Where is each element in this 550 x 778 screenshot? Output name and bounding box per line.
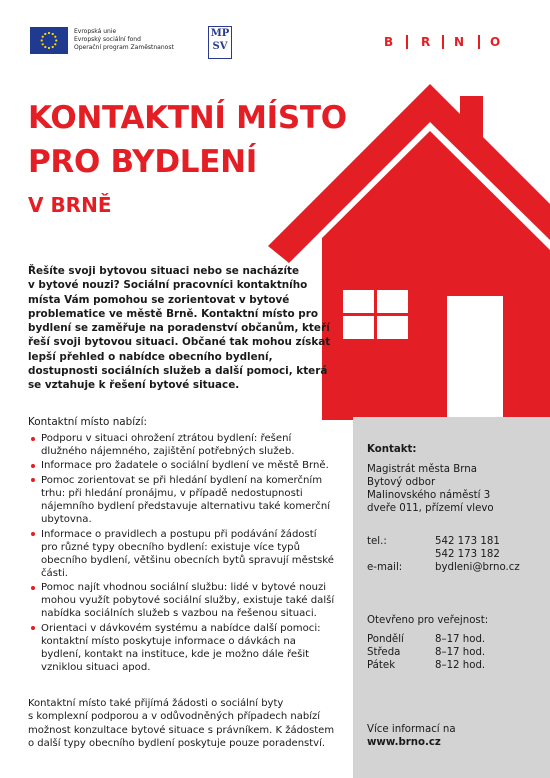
intro-line: Řešíte svoji bytovou situaci nebo se nacházíte (28, 265, 300, 277)
phone-number[interactable]: 542 173 181 (435, 536, 500, 547)
list-item-line: Pomoc najít vhodnou sociální službu: lidé v bytové nouzi (41, 582, 327, 594)
list-item-line: Informace pro žadatele o sociální bydlení ve městě Brně. (41, 460, 329, 472)
list-item-line: Podporu v situaci ohrožení ztrátou bydlení: řešení (41, 433, 292, 444)
brno-logo-divider (406, 35, 408, 49)
footer-paragraph (28, 697, 334, 750)
list-item-line: obecního bydlení, většinu obecních bytů spravují městské (41, 554, 334, 566)
list-item (30, 581, 345, 620)
contact-panel (353, 417, 550, 778)
house-window (377, 316, 408, 339)
footer-line: s komplexní podporou a v odůvodněných případech nabízí (28, 711, 321, 723)
list-item-line: ubytovna. (41, 514, 92, 526)
page-title-line-1: KONTAKTNÍ MÍSTO (28, 100, 347, 136)
brno-logo-letter: N (454, 35, 465, 49)
intro-line: bydlení se zaměřuje na poradenství občanům, kteří (28, 322, 330, 335)
intro-line: lepší přehled o nabídce obecního bydlení, (28, 350, 273, 363)
email-label: e-mail: (367, 562, 403, 573)
list-item-line: Pomoc zorientovat se při hledání bydlení na komerčním (41, 474, 323, 486)
mpsv-logo-line: MP (210, 28, 230, 39)
hours-time: 8–12 hod. (435, 660, 486, 671)
list-item-line: mohou využít pobytové sociální služby, existuje také další (41, 595, 335, 607)
eu-logo-line: Operační program Zaměstnanost (74, 44, 174, 51)
house-window (377, 290, 408, 313)
email-link[interactable]: bydleni@brno.cz (435, 562, 520, 573)
list-item-line: dlužného nájemného, zajištění potřebných služeb. (41, 446, 295, 458)
house-door (447, 296, 503, 420)
list-item-line: trhu: při hledání pronájmu, v případě nedostupnosti (41, 487, 303, 499)
eu-logo-line: Evropská unie (74, 28, 117, 35)
page-subtitle: V BRNĚ (28, 193, 112, 217)
contact-heading: Kontakt: (367, 444, 417, 455)
list-item-line: Informace o pravidlech a postupu při podávání žádostí (41, 528, 317, 540)
intro-line: dostupnosti sociálních služeb a další pomoci, která (28, 365, 328, 378)
eu-flag-logo (30, 27, 68, 54)
contact-address-line: Bytový odbor (367, 477, 436, 488)
contact-address-line: dveře 011, přízemí vlevo (367, 503, 494, 514)
list-item-line: kontaktní místo poskytuje informace o dávkách na (41, 635, 296, 647)
eu-stars-icon (30, 27, 68, 54)
footer-line: o další typy obecního bydlení poskytuje pouze poradenství. (28, 737, 326, 749)
list-item-line: Orientaci v dávkovém systému a nabídce další pomoci: (41, 622, 321, 634)
footer-line: Kontaktní místo také přijímá žádosti o sociální byty (28, 698, 284, 709)
list-item (30, 459, 345, 472)
list-item (30, 622, 345, 674)
hours-heading: Otevřeno pro veřejnost: (367, 615, 489, 626)
list-item (30, 432, 345, 458)
services-heading: Kontaktní místo nabízí: (28, 416, 147, 428)
list-item-line: vzniklou situaci apod. (41, 662, 151, 674)
mpsv-logo-line: SV (212, 41, 228, 52)
list-item-line: bydlení, kontakt na instituce, kde je možno dále řešit (41, 648, 310, 660)
brno-logo-letter: O (490, 35, 501, 49)
house-window (343, 316, 374, 339)
intro-line: problematice ve městě Brně. Kontaktní místo pro (28, 307, 318, 320)
tel-label: tel.: (367, 536, 387, 547)
contact-address-line: Malinovského náměstí 3 (367, 490, 491, 501)
hours-day: Pondělí (367, 634, 404, 645)
house-chimney (460, 96, 483, 142)
intro-paragraph (28, 264, 331, 393)
list-item-line: nabídka sociálních služeb s vazbou na řešenou situaci. (41, 608, 317, 620)
services-list (30, 432, 345, 675)
intro-line: v bytové nouzi? Sociální pracovníci kontaktního (28, 279, 308, 292)
house-window (343, 290, 374, 313)
list-item-line: nájemního bydlení představuje alternativu také komerční (41, 501, 331, 513)
brno-logo-letter: B (384, 35, 394, 49)
brno-logo-divider (478, 35, 480, 49)
more-info-text: Více informací na (367, 724, 456, 735)
hours-time: 8–17 hod. (435, 634, 486, 645)
hours-day: Středa (367, 647, 401, 658)
hours-time: 8–17 hod. (435, 647, 486, 658)
mpsv-logo (208, 26, 232, 59)
list-item-line: pro různé typy obecního bydlení: existuje více typů (41, 541, 300, 553)
brno-logo-letter: R (421, 35, 431, 49)
eu-logo-text (74, 28, 174, 52)
contact-address-line: Magistrát města Brna (367, 464, 477, 475)
eu-logo-line: Evropský sociální fond (74, 36, 141, 43)
intro-line: místa Vám pomohou se zorientovat v bytové (28, 293, 290, 306)
intro-line: řeší svoji bytovou situaci. Občané tak mohou získat (28, 336, 331, 349)
footer-line: možnost konzultace bytové situace s právníkem. K žádostem (28, 724, 335, 736)
brno-logo-divider (442, 35, 444, 49)
phone-number[interactable]: 542 173 182 (435, 549, 500, 560)
list-item (30, 528, 345, 580)
website-link[interactable]: www.brno.cz (367, 737, 441, 748)
list-item-line: části. (41, 567, 68, 579)
page-title-line-2: PRO BYDLENÍ (28, 144, 257, 180)
intro-line: se vztahuje k řešení bytové situace. (28, 379, 240, 392)
hours-day: Pátek (367, 660, 396, 671)
list-item (30, 474, 345, 526)
